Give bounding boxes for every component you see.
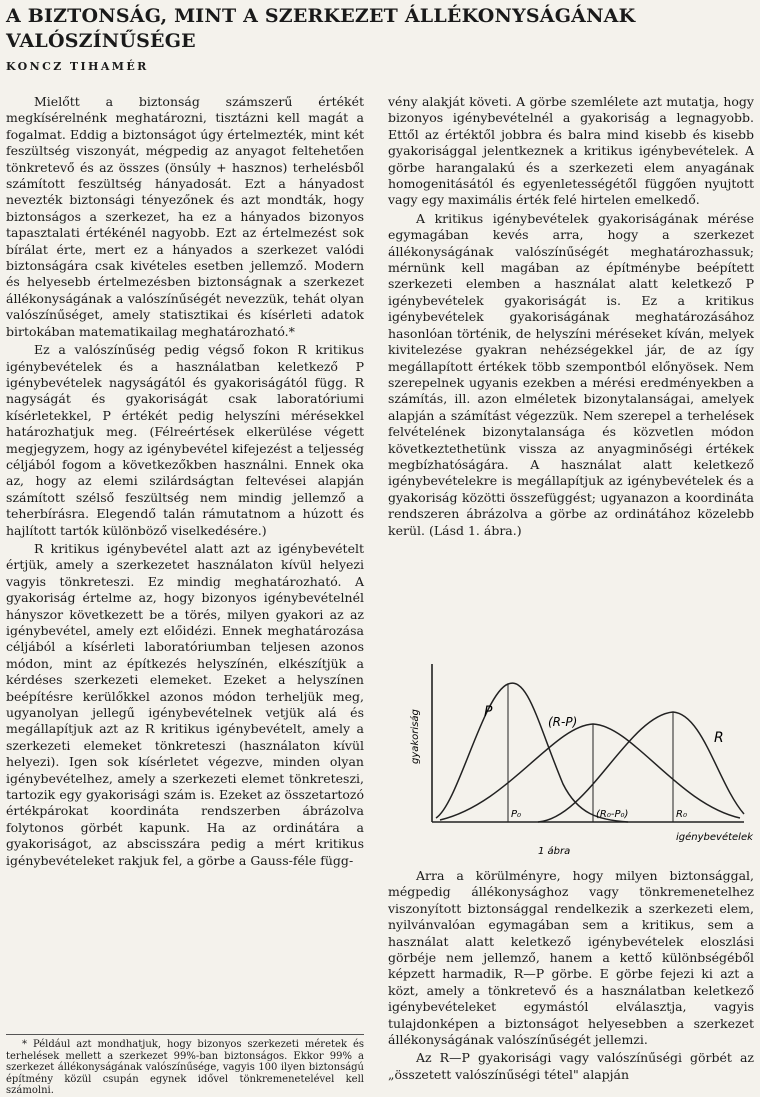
axis-mark-p0: P₀: [511, 809, 522, 820]
paragraph: A kritikus igénybevételek gyakoriságának mérése egymagában kevés arra, hogy a szerkezet állékonyságának valószínűségét meghatározhassuk; mérnünk kell magában az építménybe beépített szerkezeti elemben a használat alatt keletkező P igénybevételek gyakoriságát is. Ez a kritikus igénybevételek gyakoriságának meghatározásához hasonlóan történik, de helyszíni méréseket kíván, melyek kivitelezése gyakran nehézségekkel jár, de az így megállapított értékek több szempontból előnyösek. Nem szerepelnek ugyanis ezekben a mérési eredményekben a számítás, ill. azon elméletek bizonytalanságai, amelyek alapján a számítást végezzük. Nem szerepel a terhelések felvételének bizonytalansága és közvetlen módon következtethetünk vissza az anyagminőségi értékek megbízhatóságára. A használat alatt keletkező igénybevételekre is megállapítjuk az igénybevételek és a gyakoriság közötti összefüggést; ugyanazon a koordináta rendszeren ábrázolva a görbe az ordinátához közelebb kerül. (Lásd 1. ábra.): [388, 210, 754, 538]
curve-label-p: P: [484, 704, 493, 720]
curve-r-p: [440, 724, 740, 820]
paragraph: Ez a valószínűség pedig végső fokon R kritikus igénybevételek és a használatban keletkező P igénybevételek nagyságától és gyakoriságától függ. R nagyságát és gyakoriságát csak laboratóriumi kísérletekkel, P értékét pedig helyszíni mérésekkel határozhatjuk meg. (Félreértések elkerülése végett megjegyzem, hogy az igénybevétel kifejezést a teljesség céljából fogom a következőkben használni. Ennek oka az, hogy az elemi szilárdságtan feltevései alapján számított szélső feszültség nem mindig jellemző a teherbírásra. Elegendő talán rámutatnom a húzott és hajlított tartók különböző viselkedésére.): [6, 342, 364, 538]
right-column-top: [388, 94, 754, 539]
footnote: [6, 1034, 364, 1097]
curve-label-r-p: (R-P): [548, 715, 578, 729]
figure-caption: 1 ábra: [538, 846, 571, 857]
left-column: [6, 94, 364, 869]
axis-mark-r0: R₀: [676, 809, 687, 820]
axis-mark-r0-p0: (R₀-P₀): [596, 809, 629, 820]
figure-1: [388, 654, 754, 864]
distribution-diagram: [388, 654, 754, 864]
paragraph: Mielőtt a biztonság számszerű értékét megkísérelnénk meghatározni, tisztázni kell magát a fogalmat. Eddig a biztonságot úgy értelmezték, mint két feszültség viszonyát, mégpedig az anyagot feltehetően tönkretevő és az összes (önsúly + hasznos) terhelésből számított feszültség hányadosát. Ezt a hányadost nevezték biztonsági tényezőnek és azt mondták, hogy biztonságos a szerkezet, ha ez a hányados bizonyos tapasztalati értékénél nagyobb. Ezt az értelmezést sok bírálat érte, mert ez a hányados a szerkezet valódi biztonságára csak kivételes esetben jellemző. Modern és helyesebb értelmezésben biztonságnak a szerkezet állékonyságának a valószínűségét nevezzük, tehát olyan valószínűséget, amely statisztikai és kísérleti adatok birtokában matematikailag meghatározható.*: [6, 94, 364, 339]
curve-label-r: R: [714, 730, 724, 746]
author-name: KONCZ TIHAMÉR: [6, 60, 149, 73]
curve-p: [436, 683, 628, 822]
footnote-text: * Például azt mondhatjuk, hogy bizonyos szerkezeti méretek és terhelések mellett a szerkezet 99%-ban biztonságos. Ekkor 99% a szerkezet állékonyságának valószínűsége, vagyis 100 ilyen biztonságú építmény közül csupán egynek idővel tönkremenetelével kell számolni.: [6, 1039, 364, 1097]
paragraph: R kritikus igénybevétel alatt azt az igénybevételt értjük, amely a szerkezetet használaton kívül helyezi vagyis tönkreteszi. Ez mindig meghatározható. A gyakoriság értelme az, hogy bizonyos igénybevételnél hányszor következett be a törés, milyen gyakori az az igénybevétel, amely ezt előidézi. Ennek meghatározása céljából a kísérleti laboratóriumban teljesen azonos módon, mint az építkezés helyszínén, elkészítjük a kérdéses szerkezeti elemeket. Ezeket a helyszínen beépítésre kerülőkkel azonos módon terheljük meg, ugyanolyan jellegű igénybevételnek vetjük alá és megállapítjuk azt az R kritikus igénybevételt, amely a szerkezeti elemeket tönkreteszi (használaton kívül helyezi). Igen sok kísérletet végezve, minden olyan igénybevételhez, amely a szerkezeti elemet tönkreteszi, tartozik egy gyakorisági szám is. Ezeket az összetartozó értékpárokat koordináta rendszerben ábrázolva folytonos görbét kapunk. Ha az ordinátára a gyakoriságot, az abscisszára pedig a mért kritikus igénybevételeket rakjuk fel, a görbe a Gauss-féle függ-: [6, 540, 364, 868]
y-axis-label: gyakoriság: [410, 709, 421, 764]
paragraph: Arra a körülményre, hogy milyen biztonsággal, mégpedig állékonysághoz vagy tönkremenetelhez viszonyított biztonsággal rendelkezik a szerkezeti elem, nyilvánvalóan egymagában sem a kritikus, sem a használat alatt keletkező igénybevételek eloszlási görbéje nem jellemző, hanem a kettő különbségéből képzett harmadik, R—P görbe. E görbe fejezi ki azt a közt, amely a tönkretevő és a használatban keletkező igénybevételeket egymástól elválasztja, vagyis tulajdonképen a biztonságot helyesebben a szerkezet állékonyságának valószínűségét jellemzi.: [388, 868, 754, 1048]
paragraph: vény alakját követi. A görbe szemlélete azt mutatja, hogy bizonyos igénybevételnél a gyakoriság a legnagyobb. Ettől az értéktől jobbra és balra mind kisebb és kisebb gyakorisággal jelentkeznek a kritikus igénybevételek. A görbe harangalakú és a szerkezeti elem anyagának homogenitásától és egyenletességétől függően nyujtott vagy egy maximális érték felé hirtelen emelkedő.: [388, 94, 754, 208]
right-column-bottom: [388, 868, 754, 1083]
x-axis-label: igénybevételek: [676, 832, 753, 843]
article-title: A BIZTONSÁG, MINT A SZERKEZET ÁLLÉKONYSÁGÁNAK VALÓSZÍNŰSÉGE: [6, 5, 636, 52]
paragraph: Az R—P gyakorisági vagy valószínűségi görbét az „összetett valószínűségi tétel" alapján: [388, 1050, 754, 1082]
